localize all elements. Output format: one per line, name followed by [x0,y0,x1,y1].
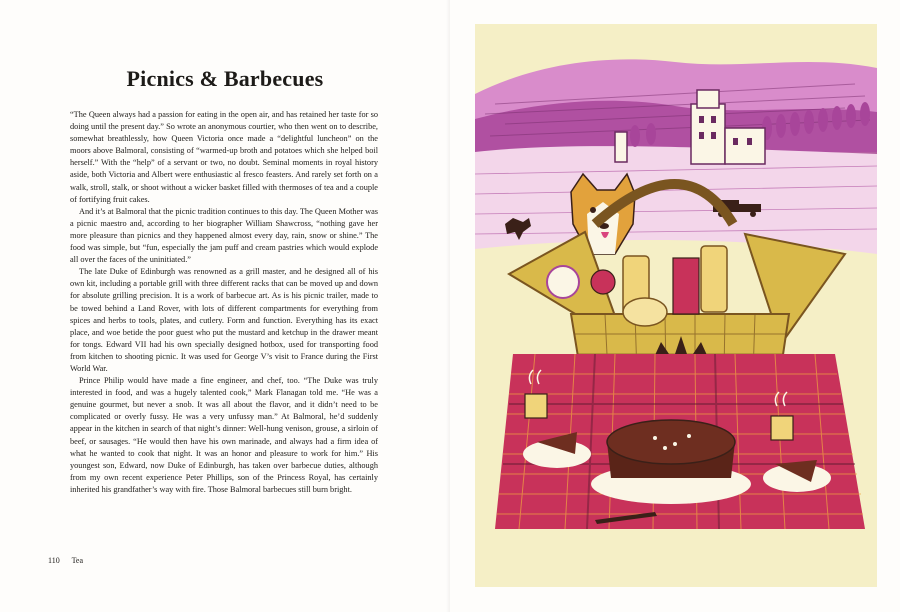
paragraph: The late Duke of Edinburgh was renowned as a grill master, and he designed all of his own kit, including a portable grill with three different racks that can be moved up and down for absolute grilling precision. It is a work of barbecue art. As is his picnic trailer, made to be towed behind a Land Rover, with lots of different compartments for everything from spices and herbs to tools, plates, and cutlery. Form and function. Everything has its exact place, and woe betide the poor guest who put the mustard and ketchup in the drawer meant for tongs. Edward VII had his own specially designed hotbox, used for transporting food from kitchen to shooting picnic. It was used for George V’s visit to France during the First World War. [70,267,378,373]
paragraph: “The Queen always had a passion for eating in the open air, and has retained her taste for so doing until the present day.” So wrote an anonymous courtier, who then went on to describe, somewhat breathlessly, how Queen Victoria once made a “delightful luncheon” on the moors above Balmoral, consisting of “warmed-up broth and potatoes which she helped boil herself.” With the “help” of a servant or two, no doubt. Seminal moments in royal history aside, both Victoria and Albert were enthusiastic al fresco feasters. And rarely set forth on a walk, stroll, stalk, or shoot without a wicker basket filled with thermoses of tea and a couple of fortifying fruit cakes. [70,110,378,204]
page-number: 110 [48,556,60,565]
page-title: Picnics & Barbecues [126,66,324,91]
picnic-illustration-svg [475,24,877,587]
picnic-illustration [475,24,877,587]
body-text [70,109,378,496]
running-head: Tea [71,556,83,565]
page-footer [48,556,93,565]
fields [475,146,877,254]
chocolate-cake [591,420,751,504]
paragraph: Prince Philip would have made a fine engineer, and chef, too. “The Duke was truly interested in food, and was a hugely talented cook,” Mark Flanagan told me. “He was a genuine gourmet, but never a snob. It was all about the flavor, and it didn’t need to be complicated or overly fussy. He was a very unfussy man.” At Balmoral, he’d suddenly appear in the kitchen in search of that night’s dinner: Well-hung venison, grouse, a sirloin of beef, or sausages. “He would then have his own marinade, and always had a firm idea of what he wanted to cook that night. It was an honor and pleasure to work for him.” His youngest son, Edward, now Duke of Edinburgh, has taken over barbecue duties, although from my own recent experience Peter Phillips, son of the Princess Royal, has certainly inherited his grandfather’s way with fire. Those Balmoral barbecues still burn bright. [70,376,378,494]
paragraph: And it’s at Balmoral that the picnic tradition continues to this day. The Queen Mother was a picnic maestro and, according to her biographer William Shawcross, “nothing gave her more pleasure than picnics and they happened almost every day, rain, snow or shine.” The food was simple, but “fun, especially the jam puff and cream pastries which would explode all over the faces of the uninitiated.” [70,206,378,265]
